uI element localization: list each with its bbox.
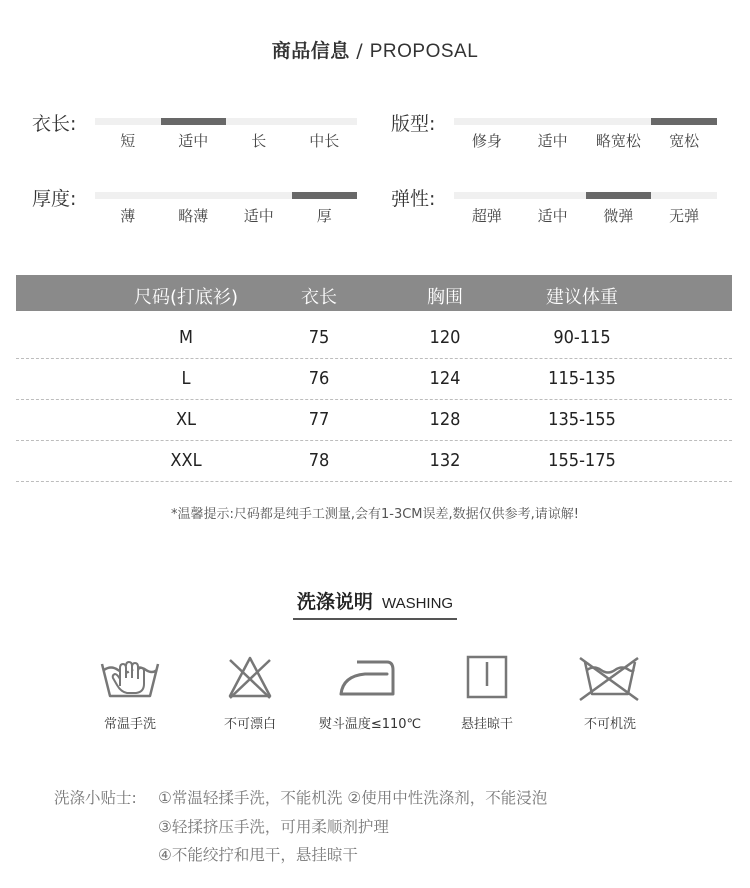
- attr-option: 略薄: [178, 207, 209, 225]
- size-note: *温馨提示:尺码都是纯手工测量,会有1-3CM误差,数据仅供参考,请谅解!: [170, 507, 579, 522]
- attr-label-thickness: 厚度:: [32, 188, 77, 210]
- cell-length: 77: [308, 409, 330, 430]
- header-size: 尺码(打底衫): [133, 287, 239, 308]
- attr-option: 无弹: [669, 207, 700, 225]
- header-chest: 胸围: [427, 287, 463, 308]
- attr-options-elasticity: [454, 205, 717, 227]
- attr-option: 薄: [120, 207, 136, 225]
- no-machine-wash-icon: [575, 652, 645, 702]
- attr-bar-elasticity: [454, 192, 717, 199]
- title-zh: 商品信息: [271, 40, 350, 62]
- tip-line: ①常温轻揉手洗，不能机洗 ②使用中性洗涤剂，不能浸泡: [158, 789, 548, 807]
- header-weight: 建议体重: [546, 287, 618, 308]
- tip-line: ③轻揉挤压手洗，可用柔顺剂护理: [158, 818, 389, 836]
- attr-bar-selected: [292, 192, 358, 199]
- attr-option: 短: [120, 132, 136, 150]
- title-en: PROPOSAL: [369, 41, 479, 62]
- cell-length: 78: [308, 450, 330, 471]
- attr-label-fit: 版型:: [391, 113, 436, 135]
- washing-title-en: WASHING: [381, 595, 454, 612]
- attr-options-length: [95, 130, 357, 152]
- attr-option: 超弹: [471, 207, 502, 225]
- cell-weight: 155-175: [548, 450, 616, 471]
- cell-weight: 115-135: [548, 368, 616, 389]
- line-dry-icon: [452, 652, 522, 702]
- table-row: [16, 399, 732, 441]
- cell-chest: 128: [429, 409, 461, 430]
- attr-bar-length: [95, 118, 357, 125]
- wash-label: 不可漂白: [223, 717, 276, 732]
- attr-option: 宽松: [669, 132, 700, 150]
- attr-option: 适中: [178, 132, 209, 150]
- attr-bar-selected: [161, 118, 227, 125]
- washing-title-zh: 洗涤说明: [296, 591, 373, 613]
- wash-label: 常温手洗: [103, 717, 156, 732]
- tip-line: ④不能绞拧和甩干，悬挂晾干: [158, 846, 358, 864]
- attr-options-thickness: [95, 205, 357, 227]
- page-title: [0, 36, 750, 63]
- no-bleach-icon: [215, 652, 285, 702]
- size-table-header: [16, 275, 732, 311]
- cell-size: XL: [175, 409, 197, 430]
- washing-title: [0, 587, 750, 620]
- attr-bar-selected: [586, 192, 652, 199]
- attr-bar-thickness: [95, 192, 357, 199]
- washing-title-box: [293, 587, 457, 620]
- table-row: [16, 358, 732, 400]
- attr-option: 长: [251, 132, 267, 150]
- attr-bar-fit: [454, 118, 717, 125]
- header-length: 衣长: [301, 287, 337, 308]
- attr-option: 微弹: [603, 207, 634, 225]
- table-row: [16, 440, 732, 482]
- cell-chest: 124: [429, 368, 461, 389]
- cell-length: 75: [308, 327, 330, 348]
- attr-bar-selected: [651, 118, 717, 125]
- iron-icon: [335, 652, 405, 702]
- tips-label: 洗涤小贴士:: [54, 789, 137, 807]
- cell-chest: 120: [429, 327, 461, 348]
- wash-label: 熨斗温度≤110℃: [318, 717, 422, 732]
- attr-option: 厚: [316, 207, 332, 225]
- attr-options-fit: [454, 130, 717, 152]
- cell-weight: 135-155: [548, 409, 616, 430]
- wash-label: 不可机洗: [583, 717, 636, 732]
- attr-option: 中长: [309, 132, 340, 150]
- attr-option: 适中: [537, 132, 568, 150]
- hand-wash-icon: [95, 652, 165, 702]
- cell-weight: 90-115: [553, 327, 611, 348]
- attr-option: 适中: [537, 207, 568, 225]
- cell-length: 76: [308, 368, 330, 389]
- cell-size: XXL: [170, 450, 202, 471]
- title-separator: /: [356, 40, 364, 62]
- attr-option: 修身: [471, 132, 502, 150]
- attr-label-elasticity: 弹性:: [391, 188, 436, 210]
- cell-chest: 132: [429, 450, 461, 471]
- attr-label-length: 衣长:: [32, 113, 77, 135]
- attr-option: 略宽松: [595, 132, 641, 150]
- cell-size: M: [179, 327, 193, 348]
- attr-option: 适中: [243, 207, 274, 225]
- cell-size: L: [181, 368, 191, 389]
- wash-label: 悬挂晾干: [460, 717, 513, 732]
- table-row: [16, 317, 732, 359]
